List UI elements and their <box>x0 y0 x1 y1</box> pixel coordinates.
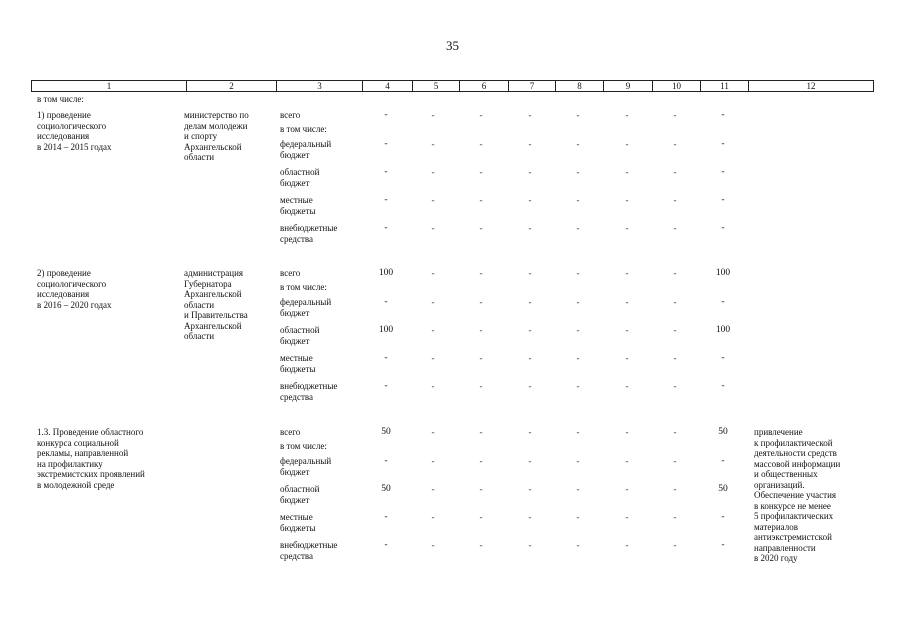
funding-source-label: внебюджетные средства <box>280 381 338 402</box>
header-cell-2: 2 <box>186 81 276 91</box>
column-10-value: - <box>673 268 677 278</box>
column-9-value: - <box>625 167 629 177</box>
column-8-value: - <box>576 512 580 522</box>
executor-name: министерство по делам молодежи и спорту Архангельской области <box>184 110 249 162</box>
column-9-value: - <box>625 381 629 391</box>
column-7-value: - <box>528 427 532 437</box>
executor-name: администрация Губернатора Архангельской области и Правительства Архангельской области <box>184 268 248 341</box>
header-cell-12: 12 <box>748 81 873 91</box>
column-11-value: - <box>721 110 725 120</box>
column-6-value: - <box>479 484 483 494</box>
column-10-value: - <box>673 110 677 120</box>
intro-text: в том числе: <box>37 94 84 104</box>
column-6-value: - <box>479 297 483 307</box>
column-5-value: - <box>431 167 435 177</box>
column-10-value: - <box>673 167 677 177</box>
column-5-value: - <box>431 139 435 149</box>
funding-source-label: всего <box>280 268 301 278</box>
header-cell-8: 8 <box>555 81 603 91</box>
column-4-value: - <box>384 110 388 120</box>
column-9-value: - <box>625 110 629 120</box>
column-4-value: - <box>384 353 388 363</box>
header-cell-7: 7 <box>508 81 555 91</box>
column-9-value: - <box>625 139 629 149</box>
column-6-value: - <box>479 427 483 437</box>
funding-source-label: федеральный бюджет <box>280 456 332 477</box>
column-4-value: - <box>384 512 388 522</box>
column-7-value: - <box>528 223 532 233</box>
column-7-value: - <box>528 195 532 205</box>
header-cell-11: 11 <box>700 81 748 91</box>
column-9-value: - <box>625 512 629 522</box>
column-4-value: - <box>384 540 388 550</box>
funding-source-label: областной бюджет <box>280 325 320 346</box>
column-4-value: - <box>384 139 388 149</box>
column-5-value: - <box>431 540 435 550</box>
column-8-value: - <box>576 268 580 278</box>
column-6-value: - <box>479 195 483 205</box>
column-6-value: - <box>479 381 483 391</box>
column-6-value: - <box>479 540 483 550</box>
column-8-value: - <box>576 456 580 466</box>
column-6-value: - <box>479 456 483 466</box>
column-11-value: - <box>721 540 725 550</box>
column-9-value: - <box>625 540 629 550</box>
column-11-value: - <box>721 353 725 363</box>
column-11-value: - <box>721 223 725 233</box>
column-6-value: - <box>479 268 483 278</box>
funding-source-label: областной бюджет <box>280 167 320 188</box>
column-10-value: - <box>673 427 677 437</box>
activity-title: 2) проведение социологического исследования в 2016 – 2020 годах <box>37 268 112 310</box>
column-5-value: - <box>431 195 435 205</box>
column-7-value: - <box>528 381 532 391</box>
column-8-value: - <box>576 297 580 307</box>
column-6-value: - <box>479 353 483 363</box>
column-10-value: - <box>673 512 677 522</box>
expected-result: привлечение к профилактической деятельности средств массовой информации и общественных организаций. Обеспечение участия в конкурсе не менее 5 профилактических материалов антиэкстремистской направленности в 2020 году <box>754 427 841 563</box>
column-7-value: - <box>528 325 532 335</box>
column-5-value: - <box>431 381 435 391</box>
column-4-value: - <box>384 456 388 466</box>
column-8-value: - <box>576 110 580 120</box>
column-8-value: - <box>576 223 580 233</box>
column-10-value: - <box>673 325 677 335</box>
column-6-value: - <box>479 223 483 233</box>
column-8-value: - <box>576 325 580 335</box>
column-7-value: - <box>528 297 532 307</box>
funding-source-label: внебюджетные средства <box>280 540 338 561</box>
funding-source-label: в том числе: <box>280 282 327 292</box>
column-10-value: - <box>673 456 677 466</box>
column-4-value: 100 <box>378 325 394 335</box>
column-4-value: 50 <box>381 427 391 437</box>
column-4-value: - <box>384 297 388 307</box>
column-8-value: - <box>576 540 580 550</box>
header-cell-1: 1 <box>106 81 112 91</box>
funding-source-label: федеральный бюджет <box>280 297 332 318</box>
column-11-value: - <box>721 456 725 466</box>
column-6-value: - <box>479 110 483 120</box>
column-11-value: - <box>721 195 725 205</box>
column-11-value: - <box>721 297 725 307</box>
column-5-value: - <box>431 325 435 335</box>
column-7-value: - <box>528 484 532 494</box>
column-9-value: - <box>625 353 629 363</box>
column-5-value: - <box>431 484 435 494</box>
column-8-value: - <box>576 353 580 363</box>
column-8-value: - <box>576 167 580 177</box>
column-10-value: - <box>673 381 677 391</box>
funding-source-label: всего <box>280 427 301 437</box>
column-10-value: - <box>673 223 677 233</box>
column-9-value: - <box>625 484 629 494</box>
column-7-value: - <box>528 139 532 149</box>
funding-source-label: федеральный бюджет <box>280 139 332 160</box>
column-7-value: - <box>528 456 532 466</box>
header-cell-3: 3 <box>276 81 362 91</box>
column-5-value: - <box>431 456 435 466</box>
column-11-value: 100 <box>715 325 731 335</box>
funding-source-label: внебюджетные средства <box>280 223 338 244</box>
column-10-value: - <box>673 484 677 494</box>
column-10-value: - <box>673 353 677 363</box>
column-4-value: 100 <box>378 268 394 278</box>
column-4-value: - <box>384 167 388 177</box>
funding-source-label: в том числе: <box>280 124 327 134</box>
column-7-value: - <box>528 512 532 522</box>
column-11-value: - <box>721 512 725 522</box>
column-8-value: - <box>576 427 580 437</box>
column-5-value: - <box>431 268 435 278</box>
column-8-value: - <box>576 139 580 149</box>
column-11-value: 100 <box>715 268 731 278</box>
column-11-value: - <box>721 167 725 177</box>
table-header-row <box>31 80 874 92</box>
column-9-value: - <box>625 297 629 307</box>
funding-source-label: областной бюджет <box>280 484 320 505</box>
activity-title: 1.3. Проведение областного конкурса социальной рекламы, направленной на профилактику экстремистских проявлений в молодежной среде <box>37 427 145 490</box>
page-number: 35 <box>446 38 459 53</box>
column-11-value: - <box>721 139 725 149</box>
column-4-value: - <box>384 223 388 233</box>
column-6-value: - <box>479 325 483 335</box>
column-7-value: - <box>528 167 532 177</box>
activity-title: 1) проведение социологического исследования в 2014 – 2015 годах <box>37 110 112 152</box>
funding-source-label: местные бюджеты <box>280 353 316 374</box>
column-4-value: 50 <box>381 484 391 494</box>
column-6-value: - <box>479 167 483 177</box>
header-cell-9: 9 <box>603 81 652 91</box>
column-8-value: - <box>576 484 580 494</box>
column-6-value: - <box>479 139 483 149</box>
funding-source-label: местные бюджеты <box>280 195 316 216</box>
column-5-value: - <box>431 427 435 437</box>
column-9-value: - <box>625 456 629 466</box>
column-8-value: - <box>576 195 580 205</box>
header-cell-10: 10 <box>652 81 700 91</box>
column-5-value: - <box>431 353 435 363</box>
column-10-value: - <box>673 297 677 307</box>
column-5-value: - <box>431 297 435 307</box>
column-5-value: - <box>431 512 435 522</box>
column-11-value: 50 <box>718 427 728 437</box>
funding-source-label: в том числе: <box>280 441 327 451</box>
column-7-value: - <box>528 540 532 550</box>
header-cell-5: 5 <box>412 81 459 91</box>
column-5-value: - <box>431 223 435 233</box>
column-8-value: - <box>576 381 580 391</box>
column-4-value: - <box>384 381 388 391</box>
header-cell-6: 6 <box>459 81 508 91</box>
column-7-value: - <box>528 110 532 120</box>
funding-source-label: местные бюджеты <box>280 512 316 533</box>
column-10-value: - <box>673 195 677 205</box>
column-4-value: - <box>384 195 388 205</box>
column-7-value: - <box>528 268 532 278</box>
header-cell-4: 4 <box>362 81 412 91</box>
column-9-value: - <box>625 223 629 233</box>
column-10-value: - <box>673 540 677 550</box>
column-10-value: - <box>673 139 677 149</box>
funding-source-label: всего <box>280 110 301 120</box>
column-9-value: - <box>625 195 629 205</box>
column-11-value: 50 <box>718 484 728 494</box>
column-9-value: - <box>625 325 629 335</box>
column-7-value: - <box>528 353 532 363</box>
column-9-value: - <box>625 268 629 278</box>
column-6-value: - <box>479 512 483 522</box>
column-11-value: - <box>721 381 725 391</box>
column-5-value: - <box>431 110 435 120</box>
column-9-value: - <box>625 427 629 437</box>
